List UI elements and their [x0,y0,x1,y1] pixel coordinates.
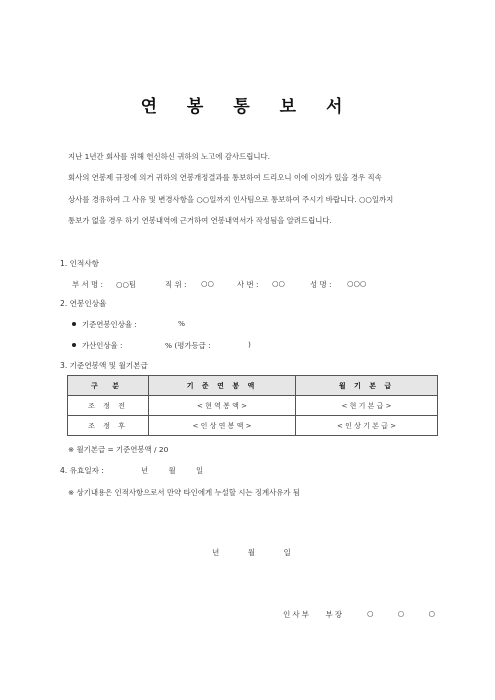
extra-raise-label: 가산인상율 : [82,341,123,350]
intro-line: 통보가 없을 경우 하기 연봉내역에 근거하여 연봉내역서가 작성됨을 알려드립니다. [68,216,332,225]
extra-raise-close: ) [248,340,251,349]
bullet-icon [72,343,76,347]
extra-raise-unit: % (평가등급 : [165,341,211,350]
table-cell: < 인 상 연 봉 액 > [149,416,296,436]
signature-marks: ○ ○ ○ [367,609,436,618]
base-raise-label: 기준연봉인상율 : [82,320,137,329]
document-title: 연 봉 통 보 서 [140,97,355,117]
table-row [68,396,438,416]
base-raise-unit: % [178,319,186,328]
dept-value: ○○팀 [116,280,137,289]
signer-title: 인사부 부장 [283,610,345,619]
bullet-icon [72,322,76,326]
name-label: 성 명 : [310,280,332,289]
name-value: ○○○ [347,279,367,288]
intro-line: 회사의 연봉제 규정에 의거 귀하의 연봉개정결과를 통보하여 드리오니 이에 이의가 있을 경우 직속 [68,173,382,182]
salary-note: ※ 월기본급 = 기준연봉액 / 20 [68,445,169,454]
effective-date: 년 월 일 [141,466,204,475]
empno-label: 사 번 : [237,280,259,289]
table-cell: < 인 상 기 본 급 > [296,416,438,436]
table-cell: < 현 역 봉 액 > [149,396,296,416]
intro-line: 지난 1년간 회사를 위해 헌신하신 귀하의 노고에 감사드립니다. [68,152,270,161]
table-row [68,416,438,436]
table-cell: 조 정 전 [68,396,149,416]
confidential-note: ※ 상기내용은 인적사항으로서 만약 타인에게 누설할 시는 징계사유가 됨 [68,488,301,497]
table-cell: 조 정 후 [68,416,149,436]
salary-table [67,375,438,436]
issue-date: 년 월 일 [212,548,291,557]
table-cell: < 현 기 본 급 > [296,396,438,416]
section-personal-heading: 1. 인적사항 [60,259,100,268]
section-effective-heading: 4. 유효일자 : [60,466,104,475]
intro-line: 상사를 경유하여 그 사유 및 변경사항을 ○○일까지 인사팀으로 통보하여 주시기 바랍니다. ○○일까지 [68,195,394,204]
table-header: 구 분 [68,376,149,396]
section-raise-heading: 2. 연봉인상율 [60,299,107,308]
dept-label: 부 서 명 : [72,280,103,289]
empno-value: ○○ [272,279,285,288]
section-salary-heading: 3. 기준연봉액 및 월기본급 [60,361,148,370]
position-value: ○○ [201,279,214,288]
table-header-row [68,376,438,396]
table-header: 기 준 연 봉 액 [149,376,296,396]
position-label: 직 위 : [165,280,187,289]
table-header: 월 기 본 급 [296,376,438,396]
extra-raise-row [72,340,123,351]
base-raise-row [72,319,137,330]
